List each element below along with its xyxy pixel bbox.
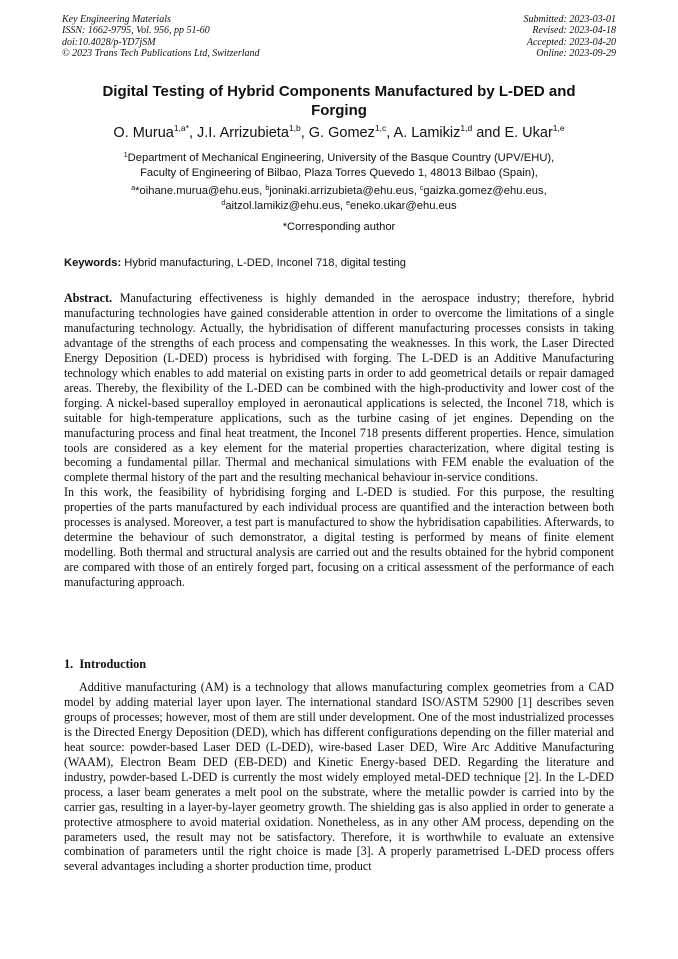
abstract-text: Manufacturing effectiveness is highly demanded in the aerospace industry; therefore, hybrid manufacturing technologies have gained considerable attention in order to overcome the limitations of a single manufacturing technology. Actually, the hybridisation of different manufacturing processes consists in taking advantage of the strengths of each process and compensating the weaknesses. In this work, the Laser Directed Energy Deposition (L-DED) process is hybridised with forging. The L-DED is an Additive Manufacturing technology which enables to add material on existing parts in order to add geometrical details or repair damaged areas. Thereby, the flexibility of the L-DED can be combined with the high-productivity and lower cost of the forging. A nickel-based superalloy employed in aeronautical applications is selected, the Inconel 718, which is suitable for high-temperature applications, such as the turbine casing of jet engines. Depending on the manufacturing process and final heat treatment, the Inconel 718 presents different properties. Hence, simulation tools are considered as a key element for the material properties characterization, where digital testing is becoming a fundamental pillar. Thermal and mechanical simulations with FEM enable the evaluation of the complete thermal history of the part and the resulting mechanical behaviour in-service conditions. — [64, 291, 614, 485]
affiliation-line: Department of Mechanical Engineering, University of the Basque Country (UPV/EHU), — [127, 152, 555, 164]
journal-name: Key Engineering Materials — [62, 14, 171, 25]
journal-header — [62, 14, 616, 64]
email-link[interactable]: *oihane.murua@ehu.eus — [135, 185, 260, 197]
affiliation-mark: 1 — [123, 152, 128, 159]
author-separator: , — [300, 125, 309, 141]
abstract — [64, 291, 614, 590]
date-accepted: Accepted: 2023-04-20 — [526, 36, 616, 48]
author-affil-mark: 1,c — [374, 123, 387, 133]
email-link[interactable]: eneko.ukar@ehu.eus — [350, 199, 457, 212]
author-affil-mark: 1,d — [460, 123, 473, 133]
abstract-paragraph: In this work, the feasibility of hybridising forging and L-DED is studied. For this purpose, the resulting properties of the parts manufactured by each individual process are quantified and the interaction between both processes is analysed. Moreover, a test part is manufactured to show the hybridisation capabilities. Afterwards, to determine the behaviour of such demonstrator, a digital testing is performed by means of finite element modelling. Both thermal and structural analysis are carried out and the results obtained for the hybrid component are compared with those of an entirely forged part, focusing on a critical assessment of the performance of each manufacturing approach. — [64, 485, 614, 590]
keywords-text: Hybrid manufacturing, L-DED, Inconel 718, digital testing — [121, 257, 407, 269]
author-name: G. Gomez — [308, 125, 375, 141]
author-name: O. Murua — [113, 125, 174, 141]
affiliation-line: Faculty of Engineering of Bilbao, Plaza Torres Quevedo 1, 48013 Bilbao (Spain), — [140, 166, 538, 179]
author-name: A. Lamikiz — [393, 125, 461, 141]
email-link[interactable]: aitzol.lamikiz@ehu.eus — [225, 199, 340, 212]
author-separator: , — [386, 125, 394, 141]
author-name: E. Ukar — [504, 125, 553, 141]
section-heading: 1. Introduction — [64, 657, 147, 671]
author-affil-mark: 1,b — [288, 123, 301, 133]
keywords — [64, 256, 624, 270]
body-paragraph: Additive manufacturing (AM) is a technology that allows manufacturing complex geometries from a CAD model by adding material layer upon layer. The international standard ISO/ASTM 52900 [1] describes seven groups of processes; however, most of them are still under development. One of the most industrialized processes is the Directed Energy Deposition (DED), which has different configurations depending on the filler material and heat source: powder-based Laser DED (L-DED), wire-based Laser DED, Wire Arc Additive Manufacturing (WAAM), Electron Beam DED (EB-DED) and Kinetic Energy-based DED. Regarding the literature and industry, powder-based L-DED is currently the most widely employed metal-DED technique [2]. In the L-DED process, a laser beam generates a melt pool on the substrate, where the metallic powder is carried into by the carrier gas, resulting in a layer-by-layer geometry growth. The shielding gas is also applied in order to generate a protective atmosphere to avoid material oxidation. Nonetheless, as in any other AM process, depending on the parameters used, the result may not be satisfactory. Therefore, it is worthwhile to evaluate an extensive combination of parameters until the right choice is made [3]. A properly parametrised L-DED process offers several advantages including a shorter production time, product — [64, 680, 614, 874]
author-affil-mark: 1,e — [552, 123, 565, 133]
date-online: Online: 2023-09-29 — [536, 48, 616, 60]
email-mark: e — [346, 199, 351, 207]
date-submitted: Submitted: 2023-03-01 — [523, 14, 616, 25]
journal-issn: ISSN: 1662-9795, Vol. 956, pp 51-60 — [62, 25, 210, 37]
author-affil-mark: 1,a* — [173, 123, 189, 133]
abstract-label: Abstract. — [64, 291, 113, 305]
publication-dates — [524, 14, 617, 60]
affiliation — [40, 151, 638, 180]
paper-title: Digital Testing of Hybrid Components Manufactured by L-DED and Forging — [102, 83, 576, 119]
date-revised: Revised: 2023-04-18 — [532, 25, 616, 37]
email-mark: c — [419, 185, 424, 192]
author-conjunction: and — [472, 125, 505, 141]
email-mark: d — [221, 199, 226, 207]
author-list — [40, 124, 638, 142]
author-separator: , — [188, 125, 198, 141]
keywords-label: Keywords: — [64, 257, 122, 269]
email-mark: b — [265, 185, 270, 192]
journal-doi: doi:10.4028/p-YD7jSM — [62, 36, 156, 48]
journal-copyright: © 2023 Trans Tech Publications Ltd, Switzerland — [62, 48, 260, 60]
email-mark: a — [131, 185, 136, 192]
introduction-body — [64, 680, 614, 874]
email-link[interactable]: joninaki.arrizubieta@ehu.eus — [269, 185, 414, 197]
email-list: $^a$*oihane.murua@ehu.eus, $^b$joninaki.arrizubieta@ehu.eus, $^c$gaizka.gomez@ehu.eus, $^d$aitzol.lamikiz@ehu.eus, $^e$eneko.ukar@ehu.eus — [131, 185, 547, 212]
corresponding-author-note: *Corresponding author — [282, 221, 396, 233]
abstract-paragraph — [64, 291, 614, 485]
email-link[interactable]: gaizka.gomez@ehu.eus — [423, 185, 544, 197]
author-name: J.I. Arrizubieta — [197, 125, 289, 141]
journal-info — [62, 14, 260, 60]
